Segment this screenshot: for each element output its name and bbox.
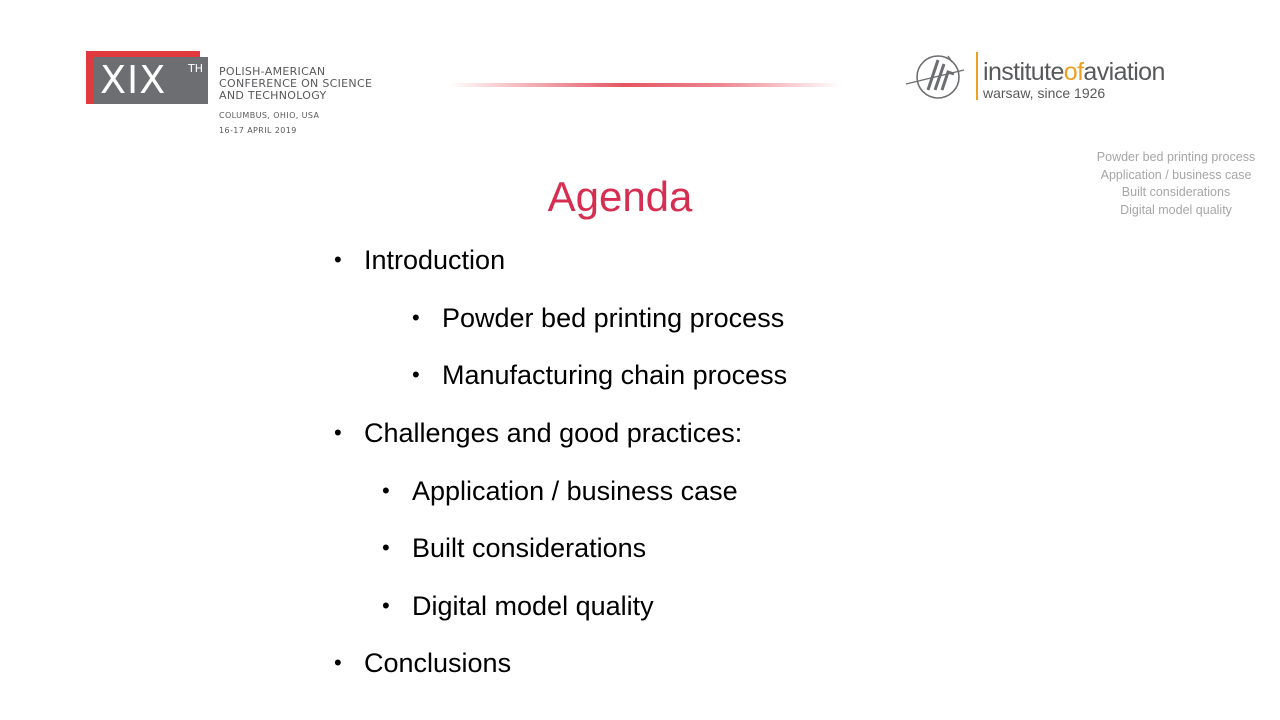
bullet-text: Conclusions	[364, 648, 512, 678]
bullet-text: Introduction	[364, 245, 506, 275]
section-tracker-item: Application / business case	[1100, 167, 1252, 182]
section-tracker-item: Powder bed printing process	[1096, 150, 1256, 164]
bullet-dot-icon: •	[412, 362, 420, 387]
aircraft-emblem-icon	[904, 50, 968, 102]
bullet-dot-icon: •	[334, 247, 342, 272]
institute-word-of: of	[1063, 58, 1084, 86]
bullet-dot-icon: •	[334, 650, 342, 675]
header-divider	[448, 83, 840, 87]
slide-title: Agenda	[547, 173, 693, 220]
bullet-text: Application / business case	[412, 476, 738, 506]
bullet-text: Built considerations	[412, 533, 647, 563]
conference-logo	[86, 51, 208, 104]
conference-superscript: TH	[188, 62, 203, 75]
conference-name-line1: POLISH-AMERICAN	[219, 65, 326, 78]
conference-name-line3: AND TECHNOLOGY	[219, 89, 327, 102]
institute-word-aviation: aviation	[1083, 58, 1165, 86]
institute-word-institute: institute	[983, 58, 1064, 86]
institute-subtitle: warsaw, since 1926	[983, 85, 1106, 101]
section-tracker	[1086, 149, 1266, 219]
section-tracker-item: Built considerations	[1121, 185, 1231, 199]
institute-logo-text	[983, 58, 1165, 101]
bullet-text: Challenges and good practices:	[364, 418, 743, 448]
institute-separator	[976, 52, 978, 100]
bullet-text: Digital model quality	[412, 591, 654, 621]
institute-wordmark	[983, 58, 1165, 86]
bullet-text: Manufacturing chain process	[442, 360, 788, 390]
conference-info	[219, 66, 372, 135]
conference-name-line2: CONFERENCE ON SCIENCE	[219, 77, 373, 90]
bullet-dot-icon: •	[382, 593, 390, 618]
conference-date: 16-17 APRIL 2019	[219, 126, 297, 135]
section-tracker-item: Digital model quality	[1120, 202, 1232, 217]
bullet-dot-icon: •	[382, 478, 390, 503]
bullet-dot-icon: •	[412, 305, 420, 330]
bullet-dot-icon: •	[382, 535, 390, 560]
conference-place: COLUMBUS, OHIO, USA	[219, 111, 320, 120]
bullet-text: Powder bed printing process	[442, 303, 785, 333]
bullet-dot-icon: •	[334, 420, 342, 445]
conference-numeral: XIX	[100, 58, 167, 102]
